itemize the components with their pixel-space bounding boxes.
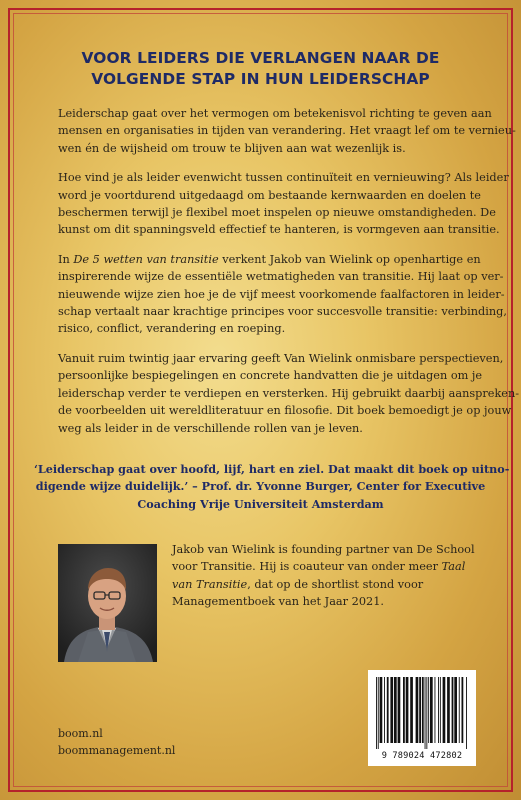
barcode-bar [426, 677, 427, 749]
text-line: Jakob van Wielink is founding partner van De School [172, 543, 475, 556]
cover-heading [30, 48, 491, 90]
barcode-bar [443, 677, 446, 743]
book-title-italic: De 5 wetten van transitie [73, 252, 219, 266]
quote-line: digende wijze duidelijk.’ – Prof. dr. Yvonne Burger, Center for Executive [35, 479, 486, 494]
isbn-barcode [368, 670, 476, 766]
text-fragment: verkent Jakob van Wielink op openhartige en [218, 252, 481, 266]
barcode-bar [380, 677, 383, 743]
barcode-bar [447, 677, 450, 743]
barcode-bar [378, 677, 379, 749]
text-line [58, 251, 479, 268]
barcode-bar [384, 677, 385, 743]
barcode-bar [416, 677, 419, 743]
text-line: kunst om dit spanningsveld effectief te hanteren, is vormgeven aan transitie. [58, 223, 500, 237]
text-fragment: voor Transitie. Hij is coauteur van onder meer [172, 560, 442, 574]
barcode-bar [403, 677, 405, 743]
text-line: schap vertaalt naar krachtige principes voor succesvolle transitie: verbinding, [58, 305, 507, 319]
text-fragment: In [58, 252, 74, 266]
text-line: inspirerende wijze de essentiële wetmatigheden van transitie. Hij laat op ver- [58, 270, 504, 284]
barcode-bar [466, 677, 467, 749]
text-line: Vanuit ruim twintig jaar ervaring geeft Van Wielink onmisbare perspectieven, [58, 351, 504, 365]
endorsement-quote [34, 461, 510, 513]
author-photo [58, 544, 157, 662]
barcode-bar [435, 677, 436, 743]
text-line [172, 576, 481, 593]
text-line: Leiderschap gaat over het vermogen om betekenisvol richting te geven aan [58, 107, 492, 120]
quote-line: Coaching Vrije Universiteit Amsterdam [137, 496, 384, 511]
quote-line: ‘Leiderschap gaat over hoofd, lijf, hart en ziel. Dat maakt dit boek op uitno- [34, 462, 510, 476]
text-line: Hoe vind je als leider evenwicht tussen continuïteit en vernieuwing? Als leider [58, 171, 509, 185]
barcode-bar [452, 677, 454, 743]
barcode-bar [430, 677, 433, 743]
blurb-body [58, 105, 520, 449]
barcode-bar [410, 677, 413, 743]
paragraph-question [58, 169, 509, 239]
book-title-italic: Taal [441, 560, 466, 574]
text-line: risico, conflict, verandering en roeping. [58, 322, 286, 336]
barcode-bar [428, 677, 429, 743]
text-line: persoonlijke bespiegelingen en concrete handvatten die je uitdagen om je [58, 369, 483, 383]
barcode-bar [387, 677, 389, 743]
paragraph-intro [58, 105, 516, 157]
text-line: Managementboek van het Jaar 2021. [172, 595, 385, 609]
text-line: de voorbeelden uit wereldliteratuur en filosofie. Dit boek bemoedigt je op jouw [58, 404, 512, 418]
barcode-bar [454, 677, 457, 743]
barcode-bar [398, 677, 401, 743]
paragraph-experience [58, 350, 520, 437]
barcode-bar [406, 677, 409, 743]
barcode-bar [419, 677, 421, 743]
barcode-bar [425, 677, 426, 749]
barcode-bar [376, 677, 377, 749]
barcode-bar [459, 677, 460, 743]
text-line: word je voortdurend uitgedaagd om bestaande kernwaarden en doelen te [58, 188, 481, 202]
barcode-bar [440, 677, 441, 743]
text-fragment: , dat op de shortlist stond voor [247, 577, 424, 591]
barcode-bar [422, 677, 424, 743]
barcode-bars-icon [374, 677, 470, 749]
barcode-bar [438, 677, 439, 743]
heading-line: VOLGENDE STAP IN HUN LEIDERSCHAP [91, 70, 430, 88]
text-line: mensen en organisaties in tijden van verandering. Het vraagt lef om te vernieu- [58, 124, 516, 138]
text-line: weg als leider in de verschillende rollen van je leven. [58, 421, 363, 435]
barcode-bar [390, 677, 393, 743]
text-line [172, 558, 481, 575]
barcode-bar [462, 677, 464, 743]
author-portrait-illustration [58, 544, 157, 662]
text-line: beschermen terwijl je flexibel moet inspelen op nieuwe omstandigheden. De [58, 206, 496, 220]
text-line: leiderschap verder te verdiepen en versterken. Hij gebruikt daarbij aanspreken- [58, 386, 520, 400]
isbn-number: 9 789024 472802 [381, 751, 463, 761]
book-title-italic: van Transitie [172, 577, 248, 591]
paragraph-book-summary [58, 251, 507, 338]
publisher-websites [58, 725, 175, 759]
text-line: nieuwende wijze zien hoe je de vijf meest voorkomende faalfactoren in leider- [58, 287, 505, 301]
author-bio [172, 541, 481, 611]
text-line: wen én de wijsheid om trouw te blijven aan wat wezenlijk is. [58, 141, 406, 155]
website-link[interactable]: boommanagement.nl [58, 744, 176, 757]
website-link[interactable]: boom.nl [58, 727, 103, 740]
barcode-bar [394, 677, 397, 743]
heading-line: VOOR LEIDERS DIE VERLANGEN NAAR DE [81, 49, 440, 67]
